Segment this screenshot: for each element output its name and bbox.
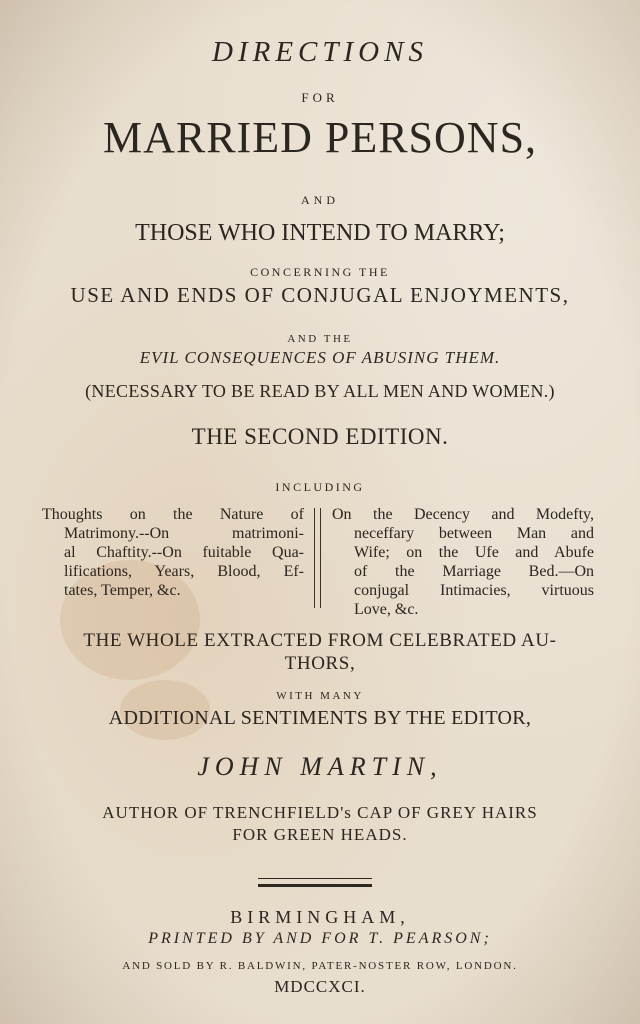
title-directions: DIRECTIONS <box>212 36 428 68</box>
title-concerning: CONCERNING THE <box>250 265 390 279</box>
title-additional-sentiments: ADDITIONAL SENTIMENTS BY THE EDITOR, <box>108 707 532 729</box>
title-use-and-ends: USE AND ENDS OF CONJUGAL ENJOYMENTS, <box>70 283 570 307</box>
contents-line: of the Marriage Bed.—On <box>354 563 594 580</box>
column-divider <box>314 508 321 608</box>
contents-line: Thoughts on the Nature of <box>42 506 304 523</box>
contents-line: On the Decency and Modefty, <box>332 506 594 523</box>
contents-line: conjugal Intimacies, virtuous <box>354 582 594 599</box>
contents-line: al Chaftity.--On fuitable Qua- <box>64 544 304 561</box>
contents-line: neceffary between Man and <box>354 525 594 542</box>
contents-line: Matrimony.--On matrimoni- <box>64 525 304 542</box>
ornamental-rule <box>258 878 372 887</box>
author-of: AUTHOR OF TRENCHFIELD's CAP OF GREY HAIRS <box>102 803 538 822</box>
imprint-city: BIRMINGHAM, <box>230 907 410 927</box>
contents-line: tates, Temper, &c. <box>64 582 181 599</box>
author-name: JOHN MARTIN, <box>197 752 443 781</box>
imprint-seller: AND SOLD BY R. BALDWIN, PATER-NOSTER ROW, LONDON. <box>122 960 518 972</box>
title-whole-extracted-cont: THORS, <box>284 653 356 674</box>
title-necessary: (NECESSARY TO BE READ BY ALL MEN AND WOMEN.) <box>85 381 555 401</box>
title-with-many: WITH MANY <box>276 690 364 702</box>
author-of-cont: FOR GREEN HEADS. <box>232 825 408 844</box>
title-and-the: AND THE <box>287 333 353 345</box>
contents-left-column <box>42 505 304 600</box>
contents-line: Love, &c. <box>354 601 419 618</box>
title-including: INCLUDING <box>275 480 365 494</box>
contents-right-column <box>332 505 594 619</box>
contents-line: lifications, Years, Blood, Ef- <box>64 563 304 580</box>
title-evil-consequences: EVIL CONSEQUENCES OF ABUSING THEM. <box>139 348 501 367</box>
title-and: AND <box>301 193 339 207</box>
title-whole-extracted: THE WHOLE EXTRACTED FROM CELEBRATED AU- <box>83 630 557 651</box>
title-those-who-intend: THOSE WHO INTEND TO MARRY; <box>135 220 505 246</box>
imprint-year: MDCCXCI. <box>274 977 366 996</box>
imprint-printer: PRINTED BY AND FOR T. PEARSON; <box>148 930 492 947</box>
contents-line: Wife; on the Ufe and Abufe <box>354 544 594 561</box>
title-for: FOR <box>301 90 339 105</box>
title-married-persons: MARRIED PERSONS, <box>102 113 538 162</box>
title-edition: THE SECOND EDITION. <box>191 424 449 449</box>
